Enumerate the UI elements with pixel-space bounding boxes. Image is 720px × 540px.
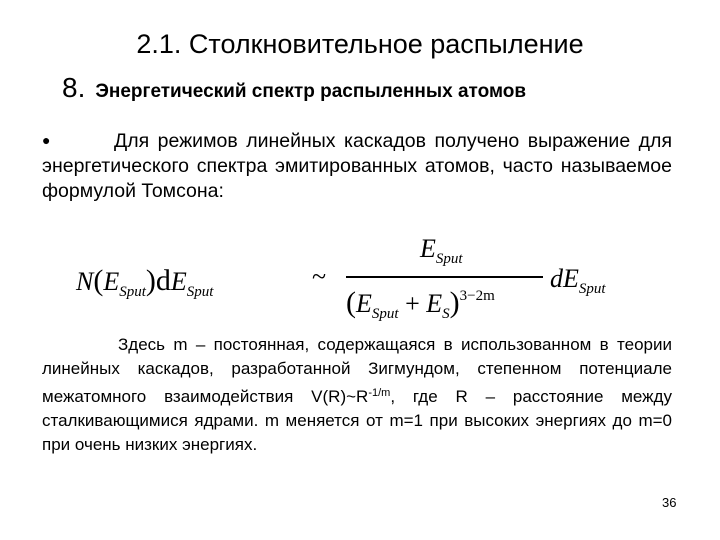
fraction-line: [346, 276, 543, 278]
formula-right-side: $dE_{Sput}$: [550, 264, 606, 297]
explanation-paragraph: [42, 333, 672, 457]
formula-denominator: $(E_{Sput} + E_S)^{3-2m}$: [346, 286, 495, 322]
thomson-formula: [76, 234, 606, 336]
intro-text: Для режимов линейных каскадов получено выражение для энергетического спектра эмитированных атомов, часто называемое формулой Томсона:: [42, 130, 672, 202]
explanation-exponent: -1/m: [368, 387, 391, 399]
formula-left-side: $N(E_{Sput})dE_{Sput}$: [76, 264, 214, 300]
bullet-icon: ●: [42, 132, 51, 148]
slide-title: 2.1. Столкновительное распыление: [136, 29, 584, 59]
slide-subtitle: [62, 70, 526, 111]
intro-paragraph: [42, 128, 672, 204]
page-number: 36: [662, 495, 677, 510]
explanation-text-2: , где R – расстояние между сталкивающимися ядрами. m меняется от m=1 при высоких энергиях до m=0 при очень низких энергиях.: [42, 387, 672, 454]
explanation-text-1: Здесь m – постоянная, содержащаяся в использованном в теории линейных каскадов, разработанной Зигмундом, степенном потенциале межатомного взаимодействия V(R)~R: [42, 335, 672, 406]
formula-numerator: $E_{Sput}$: [420, 234, 463, 267]
subtitle-number: 8.: [62, 72, 86, 103]
subtitle-text: Энергетический спектр распыленных атомов: [95, 81, 527, 102]
formula-tilde: ~: [312, 262, 327, 291]
